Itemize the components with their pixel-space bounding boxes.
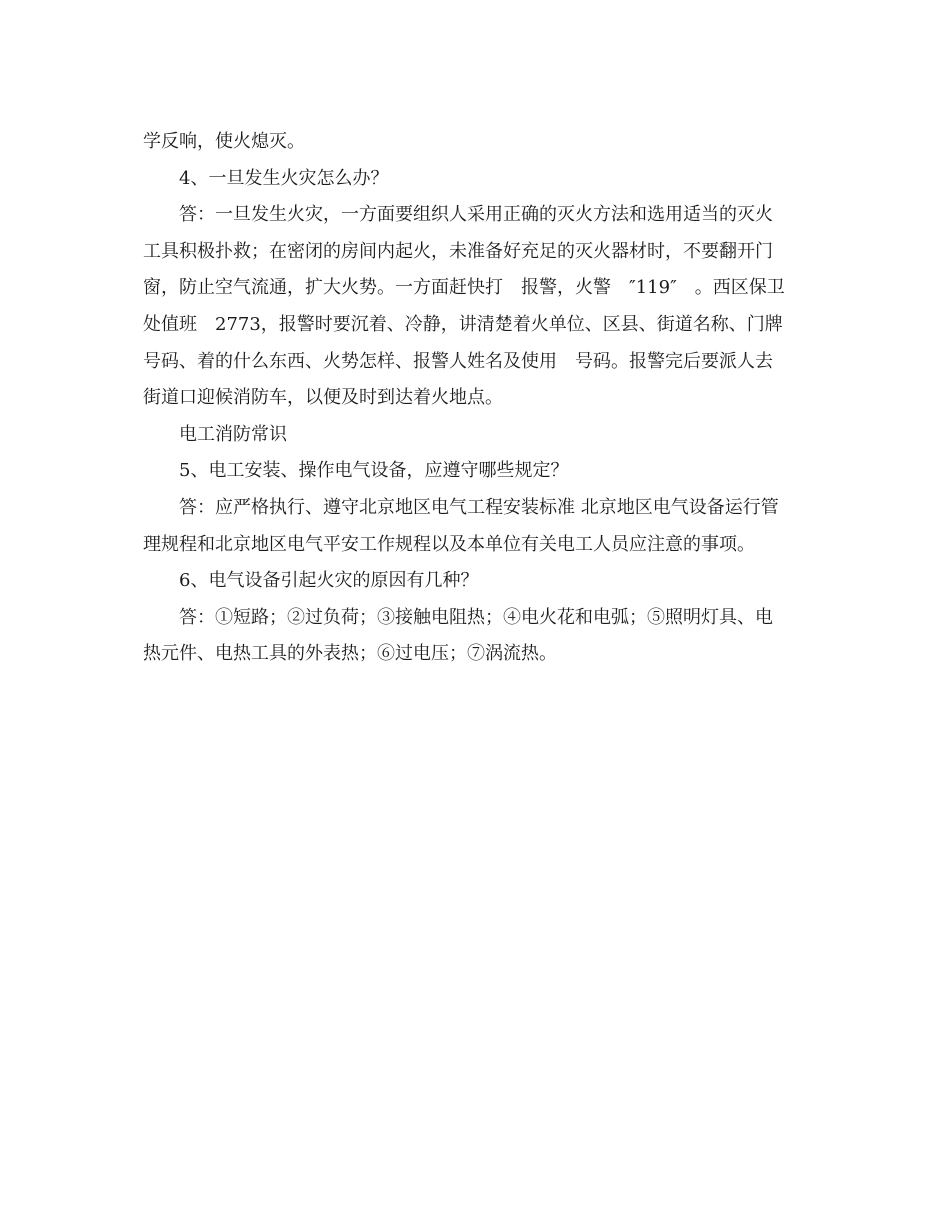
question-6-heading: 6、电气设备引起火灾的原因有几种？	[179, 570, 479, 592]
answer-4-line-1: 答：一旦发生火灾，一方面要组织人采用正确的灭火方法和选用适当的灭火	[179, 204, 773, 226]
answer-3-continuation: 学反响，使火熄灭。	[143, 131, 305, 152]
answer-4-line-3: 窗，防止空气流通，扩大火势。一方面赶快打 报警，火警 ″119″ 。西区保卫	[143, 277, 785, 299]
answer-4-line-5: 号码、着的什么东西、火势怎样、报警人姓名及使用 号码。报警完后要派人去	[143, 350, 773, 372]
answer-6-line-2: 热元件、电热工具的外表热；⑥过电压；⑦涡流热。	[143, 643, 557, 665]
answer-4-line-4: 处值班 2773，报警时要沉着、冷静，讲清楚着火单位、区县、街道名称、门牌	[143, 313, 783, 335]
answer-4-line-2: 工具积极扑救；在密闭的房间内起火，未准备好充足的灭火器材时，不要翻开门	[143, 240, 773, 262]
question-5-heading: 5、电工安装、操作电气设备，应遵守哪些规定？	[179, 460, 569, 482]
answer-5-line-1: 答：应严格执行、遵守北京地区电气工程安装标准 北京地区电气设备运行管	[179, 496, 779, 518]
document-body	[143, 124, 803, 673]
section-heading: 电工消防常识	[179, 423, 287, 445]
answer-6-line-1: 答：①短路；②过负荷；③接触电阻热；④电火花和电弧；⑤照明灯具、电	[179, 606, 773, 628]
answer-4-line-6: 街道口迎候消防车，以便及时到达着火地点。	[143, 387, 503, 409]
question-4-heading: 4、一旦发生火灾怎么办？	[179, 167, 389, 189]
answer-5-line-2: 理规程和北京地区电气平安工作规程以及本单位有关电工人员应注意的事项。	[143, 533, 755, 555]
